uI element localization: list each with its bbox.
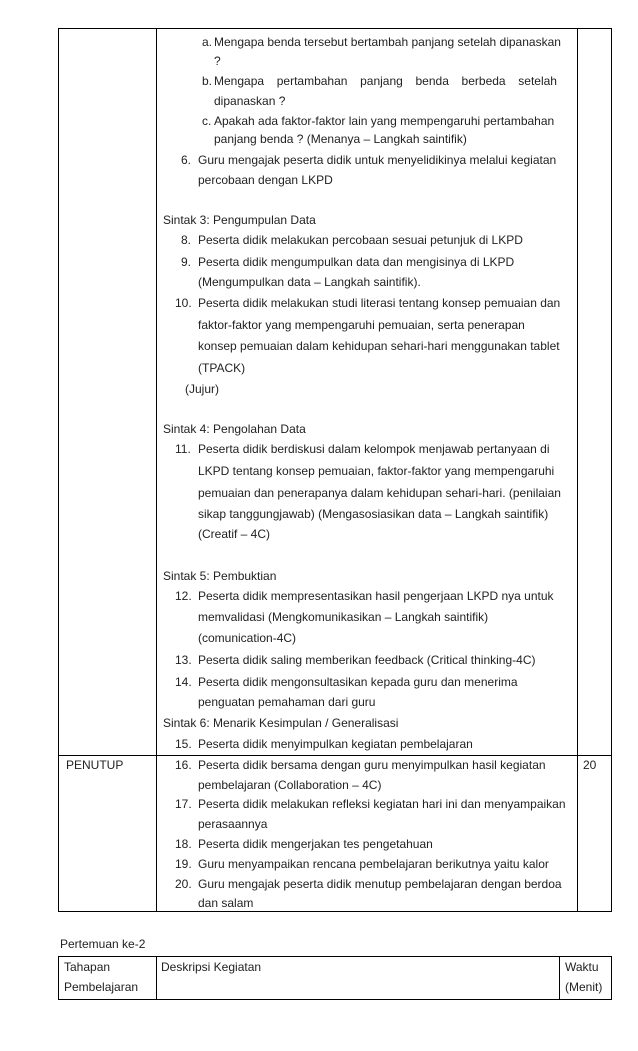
list-num: 14. [175, 675, 192, 689]
word: panjang [360, 74, 403, 88]
header-time: (Menit) [565, 980, 603, 994]
word: berbeda [461, 74, 506, 88]
activity-table [58, 28, 612, 912]
list-text: dipanaskan ? [214, 94, 286, 108]
list-text: penguatan pemahaman dari guru [198, 695, 376, 709]
list-text: (TPACK) [198, 361, 246, 375]
time-value: 20 [583, 758, 597, 772]
list-text: Mengapa benda tersebut bertambah panjang setelah dipanaskan [214, 35, 561, 49]
list-num: 18. [175, 837, 192, 851]
section-title: Sintak 6: Menarik Kesimpulan / Generalisasi [163, 716, 399, 730]
list-text: panjang benda ? (Menanya – Langkah saintifik) [214, 132, 467, 146]
list-text: Peserta didik menyimpulkan kegiatan pembelajaran [198, 737, 473, 751]
list-text: Guru mengajak peserta didik menutup pembelajaran dengan berdoa [198, 877, 562, 891]
list-text: konsep pemuaian dalam kehidupan sehari-hari menggunakan tablet [198, 339, 560, 353]
word: Mengapa [214, 74, 265, 88]
list-text [214, 73, 557, 89]
list-text: sikap tanggungjawab) (Mengasosiasikan data – Langkah saintifik) [198, 507, 549, 521]
stage-label: PENUTUP [66, 758, 124, 772]
list-num: 17. [175, 797, 192, 811]
section-title: Sintak 3: Pengumpulan Data [163, 213, 316, 227]
list-num: 12. [175, 589, 192, 603]
section-title: Sintak 5: Pembuktian [163, 569, 277, 583]
header-stage: Tahapan [64, 960, 111, 974]
list-text: Peserta didik bersama dengan guru menyimpulkan hasil kegiatan [198, 758, 546, 772]
list-text: pembelajaran (Collaboration – 4C) [198, 778, 382, 792]
list-num: 13. [175, 653, 192, 667]
list-text: Apakah ada faktor-faktor lain yang mempengaruhi pertambahan [214, 114, 555, 128]
list-text: (Creatif – 4C) [198, 527, 271, 541]
list-text: Peserta didik mempresentasikan hasil pengerjaan LKPD nya untuk [198, 589, 554, 603]
list-text: dan salam [198, 896, 254, 910]
list-text: Peserta didik mengumpulkan data dan mengisinya di LKPD [198, 255, 515, 269]
list-text: percobaan dengan LKPD [198, 173, 333, 187]
list-text: memvalidasi (Mengkomunikasikan – Langkah saintifik) [198, 610, 489, 624]
list-text: perasaannya [198, 817, 268, 831]
list-text: ? [214, 54, 221, 68]
list-num: 11. [175, 442, 191, 456]
list-text: Peserta didik mengerjakan tes pengetahuan [198, 837, 433, 851]
list-num: 6. [181, 153, 192, 167]
header-table [58, 956, 612, 1000]
column-divider [156, 957, 157, 999]
word: setelah [518, 74, 557, 88]
section-heading: Pertemuan ke-2 [60, 937, 146, 951]
list-text: Peserta didik berdiskusi dalam kelompok menjawab pertanyaan di [198, 442, 550, 456]
list-text: Peserta didik melakukan percobaan sesuai petunjuk di LKPD [198, 233, 523, 247]
header-description: Deskripsi Kegiatan [161, 960, 262, 974]
list-num: 9. [181, 255, 192, 269]
list-num: b. [202, 74, 213, 88]
column-divider [559, 957, 560, 999]
list-text: faktor-faktor yang mempengaruhi pemuaian, serta penerapan [198, 318, 525, 332]
list-num: 19. [175, 857, 192, 871]
header-time: Waktu [565, 960, 599, 974]
row-divider [59, 755, 611, 756]
column-divider [156, 29, 157, 911]
list-text: Peserta didik mengonsultasikan kepada guru dan menerima [198, 675, 518, 689]
list-text: Peserta didik saling memberikan feedback (Critical thinking-4C) [198, 653, 536, 667]
list-num: a. [202, 35, 213, 49]
word: benda [415, 74, 449, 88]
list-text: (Mengumpulkan data – Langkah saintifik). [198, 275, 421, 289]
list-num: 16. [175, 758, 192, 772]
list-text: Guru mengajak peserta didik untuk menyelidikinya melalui kegiatan [198, 153, 557, 167]
header-stage: Pembelajaran [64, 980, 139, 994]
list-text: pemuaian dan penerapanya dalam kehidupan sehari-hari. (penilaian [198, 486, 561, 500]
column-divider [577, 29, 578, 911]
note: (Jujur) [185, 382, 220, 396]
list-num: c. [202, 114, 212, 128]
list-text: (comunication-4C) [198, 631, 297, 645]
list-num: 15. [175, 737, 192, 751]
list-num: 20. [175, 877, 192, 891]
list-text: LKPD tentang konsep pemuaian, faktor-faktor yang mempengaruhi [198, 464, 555, 478]
list-text: Guru menyampaikan rencana pembelajaran berikutnya yaitu kalor [198, 857, 549, 871]
list-text: Peserta didik melakukan studi literasi tentang konsep pemuaian dan [198, 296, 561, 310]
word: pertambahan [276, 74, 348, 88]
list-num: 8. [181, 233, 192, 247]
section-title: Sintak 4: Pengolahan Data [163, 422, 306, 436]
list-text: Peserta didik melakukan refleksi kegiatan hari ini dan menyampaikan [198, 797, 566, 811]
list-num: 10. [175, 296, 192, 310]
